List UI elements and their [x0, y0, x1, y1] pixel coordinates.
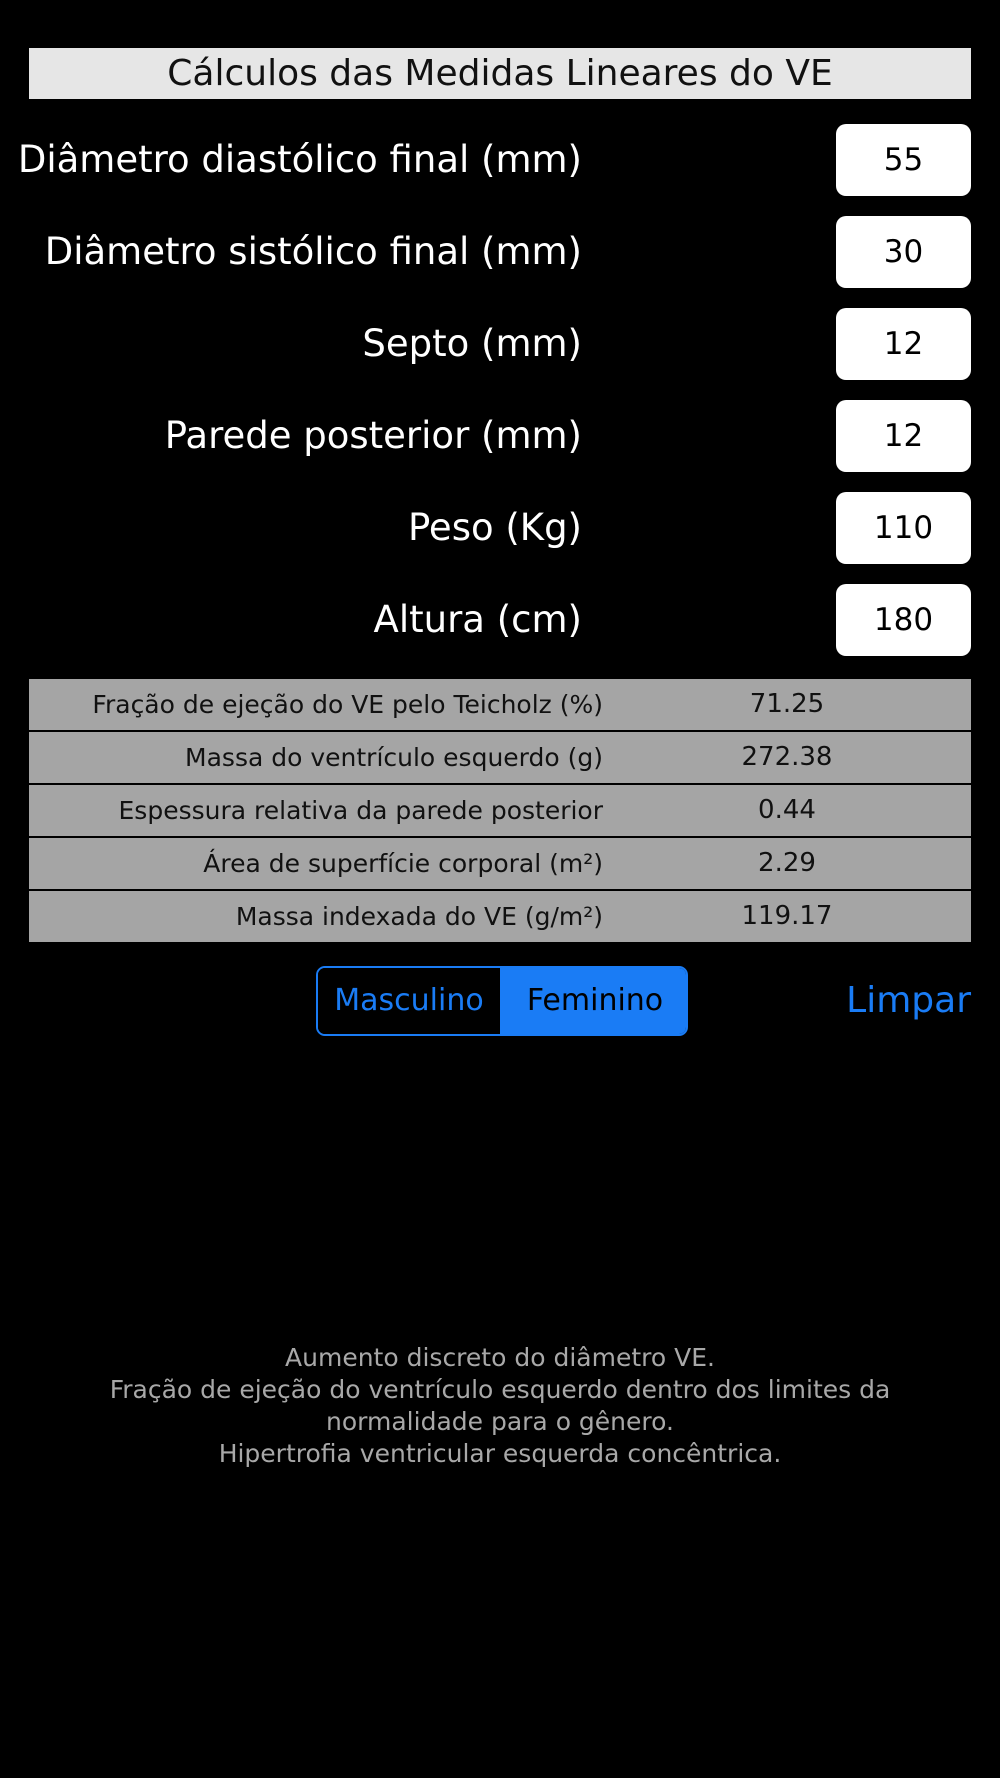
diagnosis-line: Fração de ejeção do ventrículo esquerdo dentro dos limites da — [109, 1375, 891, 1404]
gender-male-segment[interactable]: Masculino — [318, 968, 502, 1034]
result-row-relative-wall-thickness — [29, 785, 971, 836]
results-table — [29, 679, 971, 944]
input-row-septum — [0, 308, 1000, 380]
lv-mass-value: 272.38 — [741, 742, 833, 772]
clear-button[interactable]: Limpar — [846, 980, 971, 1021]
septum-label: Septo (mm) — [362, 322, 582, 365]
diagnosis-line: normalidade para o gênero. — [326, 1407, 674, 1436]
weight-input[interactable] — [836, 492, 971, 564]
ejection-fraction-value: 71.25 — [749, 689, 825, 719]
result-row-lv-mass — [29, 732, 971, 783]
ejection-fraction-label: Fração de ejeção do VE pelo Teicholz (%) — [92, 690, 603, 719]
body-surface-area-label: Área de superfície corporal (m²) — [203, 849, 603, 878]
height-input[interactable] — [836, 584, 971, 656]
systolic-diameter-input[interactable] — [836, 216, 971, 288]
input-row-height — [0, 584, 1000, 656]
septum-input[interactable] — [836, 308, 971, 380]
posterior-wall-input[interactable] — [836, 400, 971, 472]
relative-wall-thickness-value: 0.44 — [758, 795, 816, 825]
gender-segmented-control — [316, 966, 688, 1036]
posterior-wall-label: Parede posterior (mm) — [164, 414, 582, 457]
body-surface-area-value: 2.29 — [758, 848, 816, 878]
lv-mass-label: Massa do ventrículo esquerdo (g) — [185, 743, 603, 772]
diastolic-diameter-input[interactable] — [836, 124, 971, 196]
weight-label: Peso (Kg) — [407, 506, 582, 549]
page-title: Cálculos das Medidas Lineares do VE — [29, 48, 971, 99]
result-row-ejection-fraction — [29, 679, 971, 730]
relative-wall-thickness-label: Espessura relativa da parede posterior — [118, 796, 603, 825]
gender-female-segment[interactable]: Feminino — [502, 968, 688, 1034]
input-row-diastolic-diameter — [0, 124, 1000, 196]
diagnosis-text — [0, 1342, 1000, 1470]
indexed-lv-mass-label: Massa indexada do VE (g/m²) — [235, 902, 603, 931]
result-row-indexed-lv-mass — [29, 891, 971, 942]
diagnosis-line: Hipertrofia ventricular esquerda concêntrica. — [218, 1439, 782, 1468]
input-row-posterior-wall — [0, 400, 1000, 472]
indexed-lv-mass-value: 119.17 — [741, 901, 833, 931]
input-row-weight — [0, 492, 1000, 564]
diagnosis-line: Aumento discreto do diâmetro VE. — [285, 1343, 715, 1372]
input-row-systolic-diameter — [0, 216, 1000, 288]
systolic-diameter-label: Diâmetro sistólico final (mm) — [44, 230, 582, 273]
height-label: Altura (cm) — [373, 598, 582, 641]
result-row-body-surface-area — [29, 838, 971, 889]
diastolic-diameter-label: Diâmetro diastólico final (mm) — [17, 138, 582, 181]
